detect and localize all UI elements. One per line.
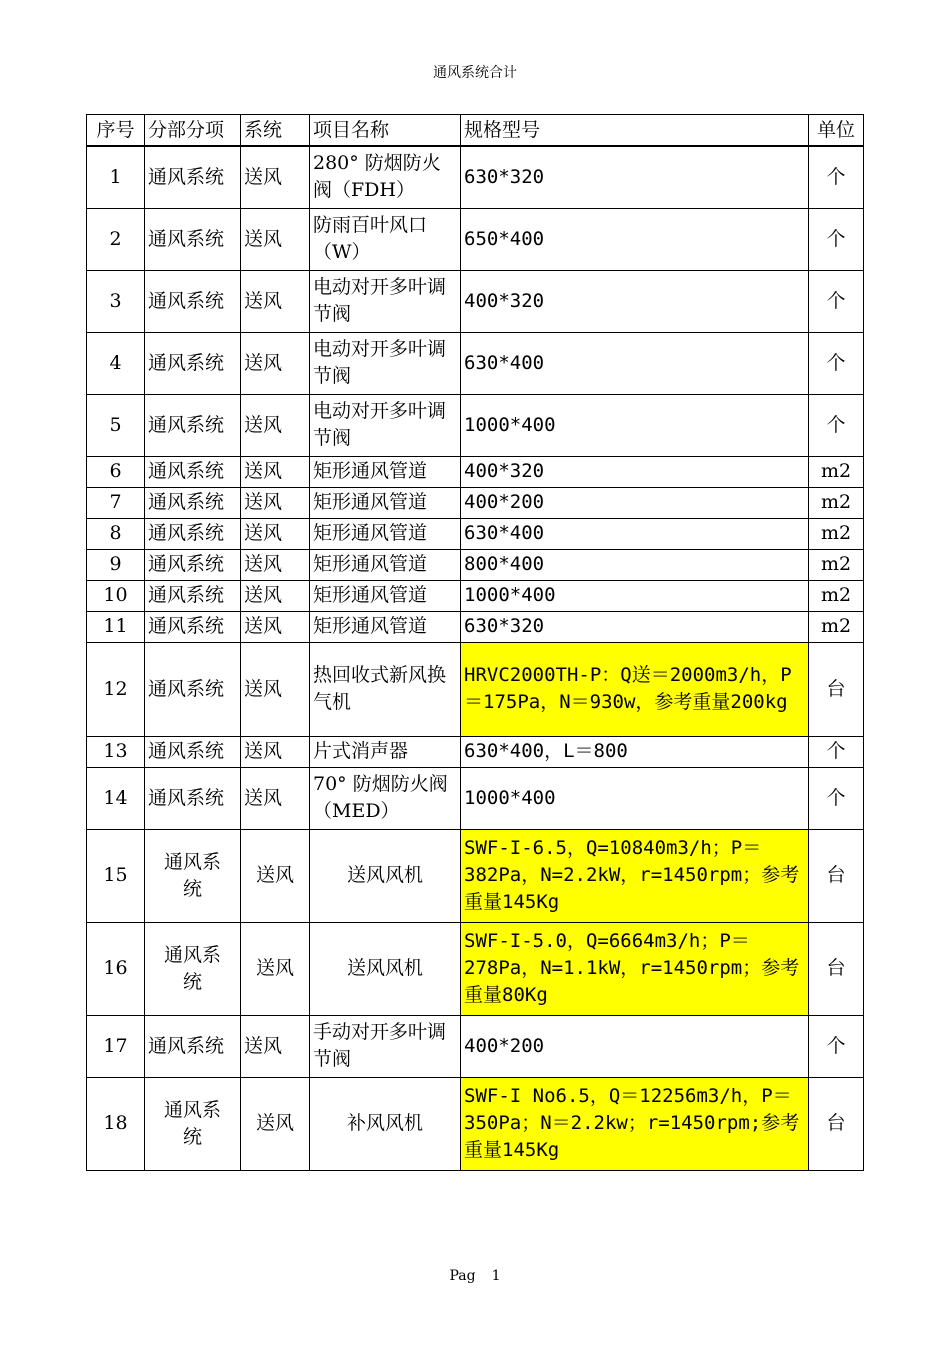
- row-sys: 送风: [241, 518, 310, 549]
- row-sys: 送风: [241, 736, 310, 767]
- header-sys: 系统: [241, 115, 310, 147]
- row-name: 电动对开多叶调节阀: [310, 394, 461, 456]
- row-sys: 送风: [241, 1077, 310, 1170]
- row-unit: m2: [809, 487, 864, 518]
- row-no: 3: [87, 270, 145, 332]
- row-name: 电动对开多叶调节阀: [310, 270, 461, 332]
- row-spec: 630*400: [461, 332, 809, 394]
- row-unit: 台: [809, 829, 864, 922]
- row-spec: 800*400: [461, 549, 809, 580]
- row-part: 通风系统: [145, 456, 241, 487]
- row-unit: m2: [809, 518, 864, 549]
- row-part: 通风系统: [145, 208, 241, 270]
- table-row: [87, 549, 864, 580]
- row-no: 13: [87, 736, 145, 767]
- row-name: 矩形通风管道: [310, 611, 461, 642]
- row-no: 8: [87, 518, 145, 549]
- row-spec: 1000*400: [461, 767, 809, 829]
- row-name: 补风风机: [310, 1077, 461, 1170]
- row-name: 矩形通风管道: [310, 549, 461, 580]
- row-sys: 送风: [241, 270, 310, 332]
- row-name: 矩形通风管道: [310, 580, 461, 611]
- table-row: [87, 767, 864, 829]
- row-sys: 送风: [241, 767, 310, 829]
- row-part: 通风系统: [145, 642, 241, 736]
- table-row: [87, 518, 864, 549]
- row-name: 防雨百叶风口（W）: [310, 208, 461, 270]
- row-spec: SWF-I-6.5，Q=10840m3/h；P＝382Pa，N=2.2kW，r=1450rpm；参考重量145Kg: [461, 829, 809, 922]
- row-part: 通风系统: [145, 1077, 241, 1170]
- table-row: [87, 332, 864, 394]
- row-sys: 送风: [241, 456, 310, 487]
- row-no: 11: [87, 611, 145, 642]
- row-no: 5: [87, 394, 145, 456]
- row-part: 通风系统: [145, 611, 241, 642]
- table-row: [87, 580, 864, 611]
- row-name: 送风风机: [310, 922, 461, 1015]
- row-spec: 400*200: [461, 487, 809, 518]
- table-row: [87, 1015, 864, 1077]
- row-unit: m2: [809, 549, 864, 580]
- table-row: [87, 456, 864, 487]
- table-row: [87, 208, 864, 270]
- row-part: 通风系统: [145, 922, 241, 1015]
- row-part: 通风系统: [145, 146, 241, 208]
- header-no: 序号: [87, 115, 145, 147]
- table-header-row: [87, 115, 864, 147]
- row-unit: 台: [809, 1077, 864, 1170]
- row-no: 15: [87, 829, 145, 922]
- row-spec: SWF-I-5.0，Q=6664m3/h；P＝278Pa，N=1.1kW，r=1450rpm；参考重量80Kg: [461, 922, 809, 1015]
- row-part: 通风系统: [145, 549, 241, 580]
- row-unit: m2: [809, 456, 864, 487]
- row-sys: 送风: [241, 146, 310, 208]
- row-spec: 630*400: [461, 518, 809, 549]
- row-no: 4: [87, 332, 145, 394]
- row-name: 矩形通风管道: [310, 456, 461, 487]
- table-row: [87, 611, 864, 642]
- header-name: 项目名称: [310, 115, 461, 147]
- header-unit: 单位: [809, 115, 864, 147]
- table-row: [87, 829, 864, 922]
- row-spec: 400*200: [461, 1015, 809, 1077]
- row-sys: 送风: [241, 549, 310, 580]
- row-name: 片式消声器: [310, 736, 461, 767]
- table-row: [87, 270, 864, 332]
- row-spec: 650*400: [461, 208, 809, 270]
- row-name: 70° 防烟防火阀（MED）: [310, 767, 461, 829]
- row-no: 12: [87, 642, 145, 736]
- row-no: 16: [87, 922, 145, 1015]
- row-sys: 送风: [241, 611, 310, 642]
- table-row: [87, 487, 864, 518]
- row-sys: 送风: [241, 922, 310, 1015]
- row-no: 18: [87, 1077, 145, 1170]
- row-part: 通风系统: [145, 487, 241, 518]
- row-part: 通风系统: [145, 736, 241, 767]
- row-unit: 个: [809, 1015, 864, 1077]
- header-part: 分部分项: [145, 115, 241, 147]
- row-name: 送风风机: [310, 829, 461, 922]
- row-unit: 个: [809, 332, 864, 394]
- row-unit: m2: [809, 580, 864, 611]
- row-sys: 送风: [241, 332, 310, 394]
- row-name: 热回收式新风换气机: [310, 642, 461, 736]
- table-row: [87, 394, 864, 456]
- row-spec: HRVC2000TH-P：Q送＝2000m3/h，P＝175Pa，N＝930w，参考重量200kg: [461, 642, 809, 736]
- row-spec: 1000*400: [461, 580, 809, 611]
- row-unit: 个: [809, 208, 864, 270]
- row-no: 6: [87, 456, 145, 487]
- table-row: [87, 736, 864, 767]
- row-spec: 400*320: [461, 456, 809, 487]
- row-sys: 送风: [241, 394, 310, 456]
- row-sys: 送风: [241, 1015, 310, 1077]
- table-row: [87, 922, 864, 1015]
- row-unit: 台: [809, 922, 864, 1015]
- row-sys: 送风: [241, 208, 310, 270]
- row-no: 17: [87, 1015, 145, 1077]
- row-part: 通风系统: [145, 1015, 241, 1077]
- table-row: [87, 1077, 864, 1170]
- table-row: [87, 146, 864, 208]
- row-spec: 400*320: [461, 270, 809, 332]
- row-unit: 个: [809, 394, 864, 456]
- row-unit: 个: [809, 736, 864, 767]
- row-no: 1: [87, 146, 145, 208]
- row-spec: 630*400，L＝800: [461, 736, 809, 767]
- row-name: 280° 防烟防火阀（FDH）: [310, 146, 461, 208]
- footer-page-number: 1: [491, 1268, 501, 1284]
- page-footer: [0, 1268, 950, 1284]
- page-title: 通风系统合计: [433, 65, 517, 81]
- row-part: 通风系统: [145, 518, 241, 549]
- row-spec: SWF-I No6.5，Q＝12256m3/h，P＝350Pa；N＝2.2kw；r=1450rpm;参考重量145Kg: [461, 1077, 809, 1170]
- row-unit: 个: [809, 146, 864, 208]
- row-part: 通风系统: [145, 829, 241, 922]
- row-spec: 630*320: [461, 611, 809, 642]
- row-sys: 送风: [241, 829, 310, 922]
- row-name: 电动对开多叶调节阀: [310, 332, 461, 394]
- row-name: 矩形通风管道: [310, 487, 461, 518]
- row-unit: 台: [809, 642, 864, 736]
- row-name: 手动对开多叶调节阀: [310, 1015, 461, 1077]
- header-spec: 规格型号: [461, 115, 809, 147]
- row-name: 矩形通风管道: [310, 518, 461, 549]
- row-part: 通风系统: [145, 270, 241, 332]
- row-part: 通风系统: [145, 767, 241, 829]
- row-sys: 送风: [241, 487, 310, 518]
- ventilation-table: [86, 114, 864, 1171]
- row-part: 通风系统: [145, 394, 241, 456]
- row-unit: 个: [809, 270, 864, 332]
- row-sys: 送风: [241, 580, 310, 611]
- table-row: [87, 642, 864, 736]
- row-spec: 1000*400: [461, 394, 809, 456]
- row-no: 10: [87, 580, 145, 611]
- row-unit: 个: [809, 767, 864, 829]
- footer-label: Pag: [449, 1268, 476, 1284]
- row-part: 通风系统: [145, 580, 241, 611]
- row-spec: 630*320: [461, 146, 809, 208]
- row-sys: 送风: [241, 642, 310, 736]
- row-no: 9: [87, 549, 145, 580]
- row-no: 14: [87, 767, 145, 829]
- row-no: 7: [87, 487, 145, 518]
- row-unit: m2: [809, 611, 864, 642]
- row-no: 2: [87, 208, 145, 270]
- row-part: 通风系统: [145, 332, 241, 394]
